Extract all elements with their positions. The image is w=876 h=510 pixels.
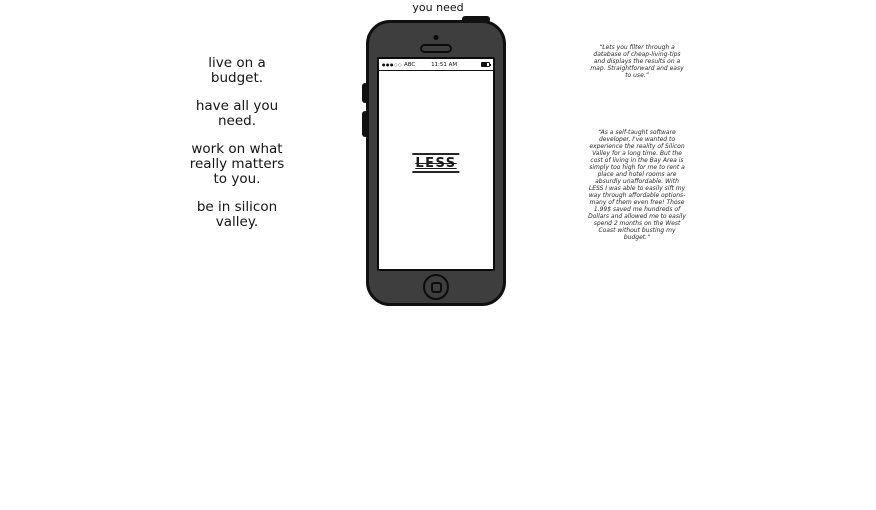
value-prop-line: valley. <box>215 214 259 230</box>
status-bar <box>379 59 493 71</box>
value-prop-line: to you. <box>213 171 261 187</box>
less-app-logo: LESS <box>412 153 459 173</box>
home-button <box>423 274 449 300</box>
value-prop-line: work on what <box>191 141 283 157</box>
phone-screen <box>377 57 495 271</box>
value-prop-budget <box>156 56 318 86</box>
value-prop-valley <box>156 200 318 230</box>
clock-label: 11:51 AM <box>431 61 458 68</box>
home-button-square-icon <box>431 282 442 293</box>
value-prop-line: really matters <box>189 156 285 172</box>
speaker-icon <box>420 44 452 53</box>
value-prop-need <box>156 99 318 129</box>
carrier-label: ABC <box>403 61 416 68</box>
value-prop-work <box>156 142 318 187</box>
value-prop-line: be in silicon <box>196 199 278 215</box>
iphone-mockup <box>366 20 506 306</box>
signal-carrier <box>382 62 415 68</box>
value-prop-line: need. <box>217 113 257 129</box>
battery-fill <box>482 63 487 66</box>
value-prop-line: budget. <box>210 70 264 86</box>
power-button <box>462 16 490 23</box>
testimonial-quote-short: “Lets you filter through a database of cheap-living-tips and displays the results on a map. Straightforward and easy to use.” <box>590 44 684 79</box>
heading-fragment: you need <box>412 1 464 14</box>
battery-icon <box>481 62 490 67</box>
value-prop-line: live on a <box>208 55 266 71</box>
testimonial-quote-long: “As a self-taught software developer, I've wanted to experience the reality of Silicon Valley for a long time. But the cost of living in the Bay Area is simply too high for me to rent a place and hotel rooms are absurdly unaffordable. With LESS I was able to easily sift my way through affordable options- many of them even free! Those 1.99$ saved me hundreds of Dollars and allowed me to easily spend 2 months on the West Coast without busting my budget.” <box>588 129 686 241</box>
volume-down-button <box>362 111 368 137</box>
signal-strength-icon: ●●●○○ <box>382 61 402 67</box>
value-props-list <box>156 56 318 243</box>
value-prop-line: have all you <box>195 98 279 114</box>
front-camera-icon <box>434 35 439 40</box>
volume-up-button <box>362 83 368 103</box>
